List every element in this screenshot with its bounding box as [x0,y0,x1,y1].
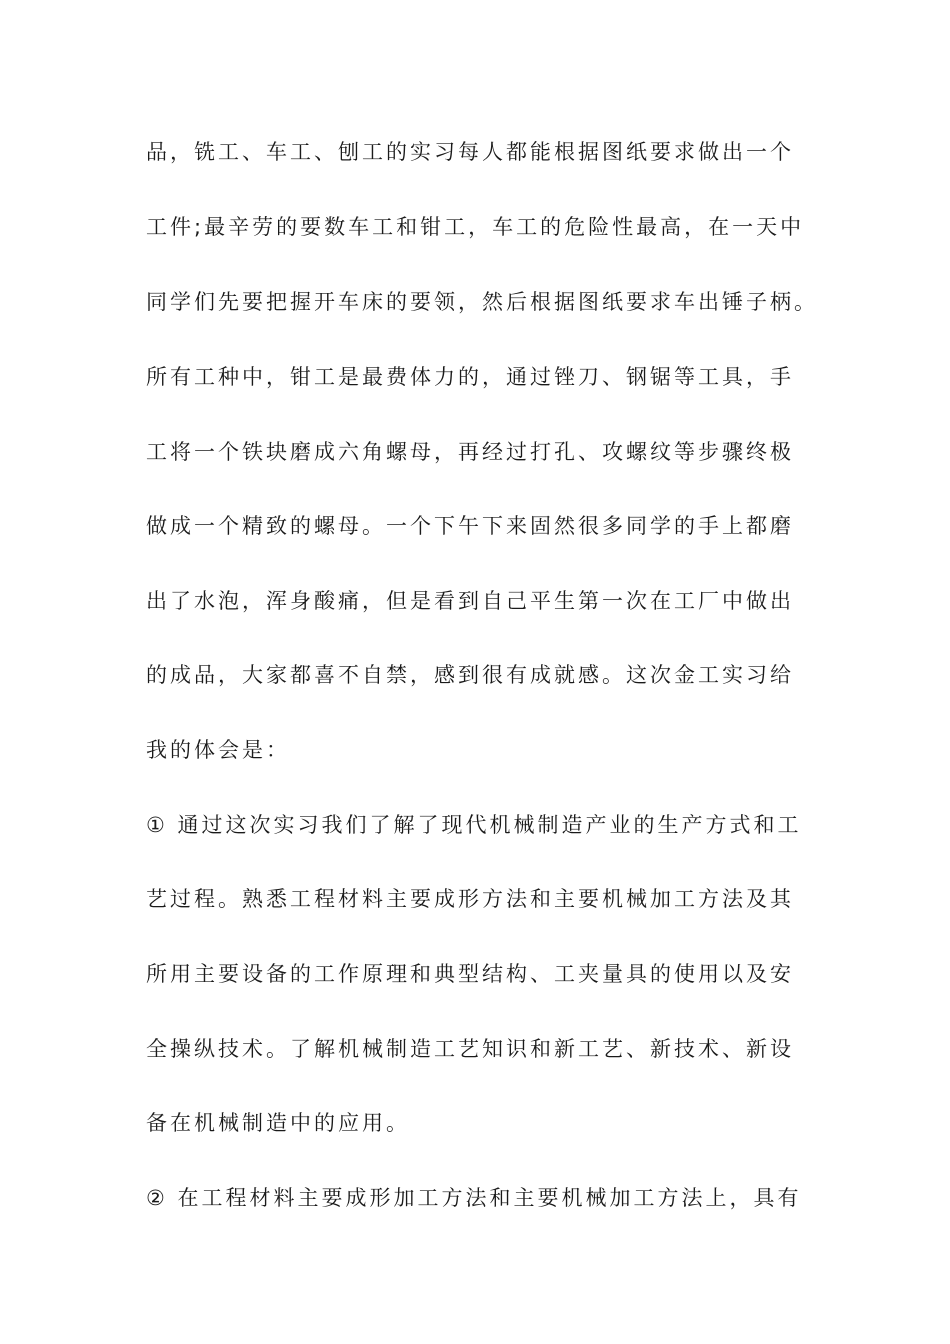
text-line-1: 品，铣工、车工、刨工的实习每人都能根据图纸要求做出一个 [146,140,794,164]
text-line-8: 的成品，大家都喜不自禁，感到很有成就感。这次金工实习给 [146,663,794,687]
text-line-3: 同学们先要把握开车床的要领，然后根据图纸要求车出锤子柄。 [146,290,818,314]
text-line-7: 出了水泡，浑身酸痛，但是看到自己平生第一次在工厂中做出 [146,589,794,613]
text-line-6: 做成一个精致的螺母。一个下午下来固然很多同学的手上都磨 [146,514,794,538]
text-line-10: ① 通过这次实习我们了解了现代机械制造产业的生产方式和工 [146,813,802,837]
text-line-12: 所用主要设备的工作原理和典型结构、工夹量具的使用以及安 [146,962,794,986]
text-line-4: 所有工种中，钳工是最费体力的，通过锉刀、钢锯等工具，手 [146,365,794,389]
text-line-2: 工件;最辛劳的要数车工和钳工，车工的危险性最高，在一天中 [146,215,805,239]
text-line-5: 工将一个铁块磨成六角螺母，再经过打孔、攻螺纹等步骤终极 [146,440,794,464]
text-line-13: 全操纵技术。了解机械制造工艺知识和新工艺、新技术、新设 [146,1037,794,1061]
text-line-15: ② 在工程材料主要成形加工方法和主要机械加工方法上，具有 [146,1186,802,1210]
text-line-11: 艺过程。熟悉工程材料主要成形方法和主要机械加工方法及其 [146,887,794,911]
text-line-9: 我的体会是： [146,738,290,762]
text-line-14: 备在机械制造中的应用。 [146,1111,410,1135]
